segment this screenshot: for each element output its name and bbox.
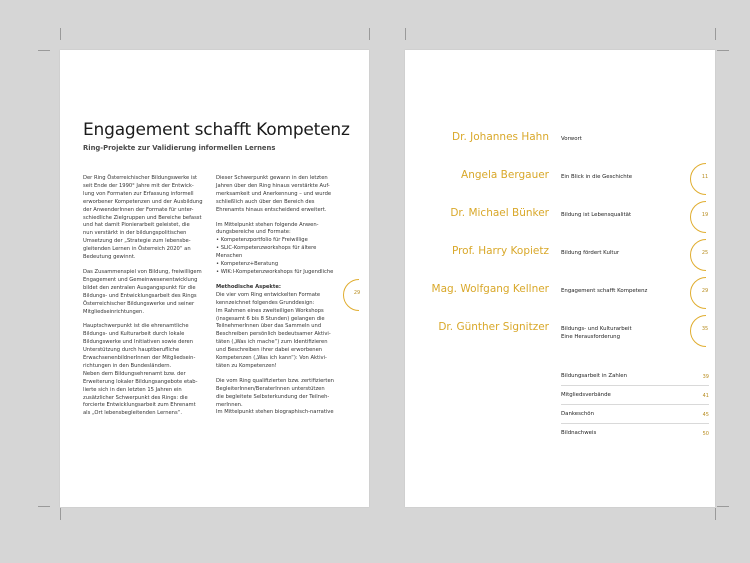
paragraph: Der Ring Österreichischer Bildungswerke ist seit Ende der 1990° Jahre mit der Entwick- lung von Formaten zur Erfassung informell erworbener Kompetenzen und der Ausbildung der AnwenderInnen der Formate für unter- schiedliche Zielgruppen und Bereiche befasst und hat damit Pionierarbeit geleistet, die nun verstärkt in der bildungspolitischen Umsetzung der „Strategie zum lebensbe- gleitenden Lernen in Österreich 2020“ an Bedeutung gewinnt. (83, 175, 203, 261)
page-number: 29 (353, 290, 361, 296)
toc-author: Dr. Günther Signitzer (438, 321, 549, 333)
divider (561, 404, 709, 405)
divider (561, 423, 709, 424)
toc-page-number: 19 (701, 212, 709, 218)
paragraph: Das Zusammenspiel von Bildung, freiwilligem Engagement und Gemeinwesenentwicklung bildet den zentralen Ausgangspunkt für die Bildungs- und Entwicklungsarbeit des Rings Österreichischer Bildungswerke und seiner Mitgliedseinrichtungen. (83, 268, 202, 315)
crop-mark (60, 28, 61, 40)
toc-page-number: 35 (701, 326, 709, 332)
appendix-item-label: Dankeschön (561, 411, 595, 417)
paragraph: Dieser Schwerpunkt gewann in den letzten Jahren über den Ring hinaus verstärkte Auf- merksamkeit und Anerkennung – und wurde schließlich auch über den Bereich des Ehrenamts hinaus entscheidend erweitert. (216, 175, 332, 213)
toc-title: Vorwort (561, 136, 582, 142)
crop-mark (38, 506, 50, 507)
appendix-item-label: Bildnachweis (561, 430, 597, 436)
text-column-2 (216, 175, 341, 424)
toc-title: Ein Blick in die Geschichte (561, 174, 633, 180)
crop-mark (38, 50, 50, 51)
crop-mark (715, 28, 716, 40)
text-column-1 (83, 175, 208, 425)
right-page (405, 50, 715, 507)
toc-page-number: 25 (701, 250, 709, 256)
page-subtitle: Ring-Projekte zur Validierung informellen Lernens (83, 144, 276, 152)
toc-author: Mag. Wolfgang Kellner (431, 283, 549, 295)
divider (561, 385, 709, 386)
appendix-page-number: 50 (702, 431, 709, 437)
toc-author: Angela Bergauer (461, 169, 549, 181)
toc-title: Bildungs- und Kulturarbeit Eine Herausforderung (561, 326, 632, 340)
page-title: Engagement schafft Kompetenz (83, 120, 350, 140)
paragraph: Hauptschwerpunkt ist die ehrenamtliche Bildungs- und Kulturarbeit durch lokale Bildungswerke und Initiativen sowie deren Unterstützung durch hauptberufliche ErwachsenenbildnerInnen der Mitgliedsein- richtungen in den Bundesländern. Neben dem Bildungsehrenamt bzw. der Erweiterung lokaler Bildungsangebote etab- lierte sich in den letzten 15 Jahren ein zusätzlicher Schwerpunkt des Rings: die forcierte Entwicklungsarbeit zum Ehrenamt als „Ort lebensbegleitenden Lernens“. (83, 323, 198, 417)
section-heading: Methodische Aspekte: (216, 283, 281, 290)
crop-mark (715, 508, 716, 520)
toc-author: Dr. Michael Bünker (450, 207, 549, 219)
crop-mark (369, 28, 370, 40)
toc-page-number: 11 (701, 174, 709, 180)
paragraph: Die vier vom Ring entwickelten Formate kennzeichnet folgendes Grunddesign: Im Rahmen eines zweiteiligen Workshops (insgesamt 6 bis 8 Stunden) gelangen die TeilnehmerInnen über das Sammeln und Beschreiben persönlich bedeutsamer Aktivi- täten („Was ich mache“) zum Identifizieren und Beschreiben ihrer dabei erworbenen Kompetenzen („Was ich kann“): Von Aktivi- täten zu Kompetenzen! (216, 291, 331, 369)
toc-page-number: 29 (701, 288, 709, 294)
toc-author: Prof. Harry Kopietz (451, 245, 549, 257)
appendix-item-label: Mitgliedsverbände (561, 392, 611, 398)
appendix-item-label: Bildungsarbeit in Zahlen (561, 373, 628, 379)
toc-author: Dr. Johannes Hahn (452, 131, 549, 143)
crop-mark (717, 50, 729, 51)
toc-title: Bildung fördert Kultur (561, 250, 620, 256)
toc-title: Bildung ist Lebensqualität (561, 212, 632, 218)
crop-mark (405, 28, 406, 40)
appendix-page-number: 45 (702, 412, 709, 418)
appendix-page-number: 41 (702, 393, 709, 399)
toc-title: Engagement schafft Kompetenz (561, 288, 648, 294)
appendix-page-number: 39 (702, 374, 709, 380)
crop-mark (60, 508, 61, 520)
crop-mark (717, 506, 729, 507)
paragraph: Im Mittelpunkt stehen folgende Anwen- dungsbereiche und Formate: • Kompetenzportfolio für Freiwillige • SLIC-Kompetenzworkshops für ältere Menschen • Kompetenz+Beratung • WIK:I-Kompetenzworkshops für Jugendliche (216, 221, 334, 275)
paragraph: Die vom Ring qualifizierten bzw. zertifizierten BegleiterInnen/BeraterInnen unterstützen die begleitete Selbsterkundung der Teilneh- merInnen. Im Mittelpunkt stehen biographisch-narrative (216, 377, 334, 416)
